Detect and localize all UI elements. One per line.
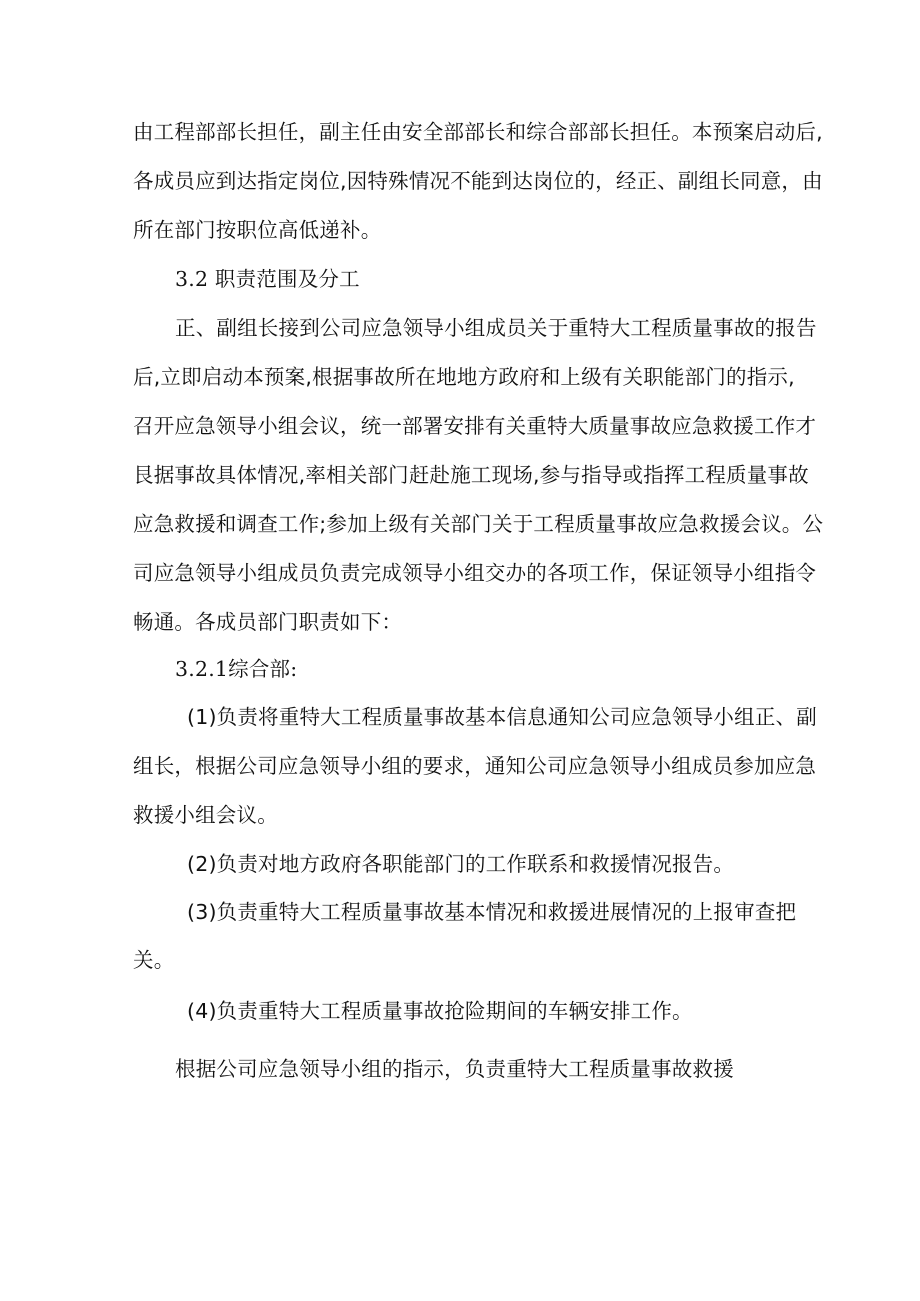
paragraph-line: 艮据事故具体情况,率相关部门赶赴施工现场,参与指导或指挥工程质量事故	[133, 463, 809, 487]
paragraph-line: 由工程部部长担任，副主任由安全部部长和综合部部长担任。本预案启动后,	[133, 120, 823, 144]
paragraph-line: 后,立即启动本预案,根据事故所在地地方政府和上级有关职能部门的指示,	[133, 365, 795, 389]
list-item-line: 救援小组会议。	[133, 803, 278, 827]
paragraph-line: 畅通。各成员部门职责如下：	[133, 610, 403, 634]
list-item-line: (4)负责重特大工程质量事故抢险期间的车辆安排工作。	[187, 999, 693, 1023]
list-item-line: (1)负责将重特大工程质量事故基本信息通知公司应急领导小组正、副	[187, 705, 817, 729]
paragraph-line: 所在部门按职位高低递补。	[133, 218, 382, 242]
list-item-line: 组长，根据公司应急领导小组的要求，通知公司应急领导小组成员参加应急	[133, 754, 817, 778]
list-item-line: 关。	[133, 948, 175, 972]
section-heading: 3.2 职责范围及分工	[175, 267, 360, 291]
paragraph-line: 正、副组长接到公司应急领导小组成员关于重特大工程质量事故的报告	[175, 316, 817, 340]
list-item-line: (3)负责重特大工程质量事故基本情况和救援进展情况的上报审查把	[187, 900, 797, 924]
paragraph-line: 各成员应到达指定岗位,因特殊情况不能到达岗位的，经正、副组长同意，由	[133, 169, 823, 193]
list-item-line: (2)负责对地方政府各职能部门的工作联系和救援情况报告。	[187, 852, 735, 876]
subsection-heading: 3.2.1综合部:	[175, 657, 298, 681]
paragraph-line: 司应急领导小组成员负责完成领导小组交办的各项工作，保证领导小组指令	[133, 561, 817, 585]
paragraph-line: 应急救援和调查工作;参加上级有关部门关于工程质量事故应急救援会议。公	[133, 512, 824, 536]
paragraph-line: 召开应急领导小组会议，统一部署安排有关重特大质量事故应急救援工作才	[133, 414, 817, 438]
paragraph-line: 根据公司应急领导小组的指示，负责重特大工程质量事故救援	[175, 1057, 734, 1081]
